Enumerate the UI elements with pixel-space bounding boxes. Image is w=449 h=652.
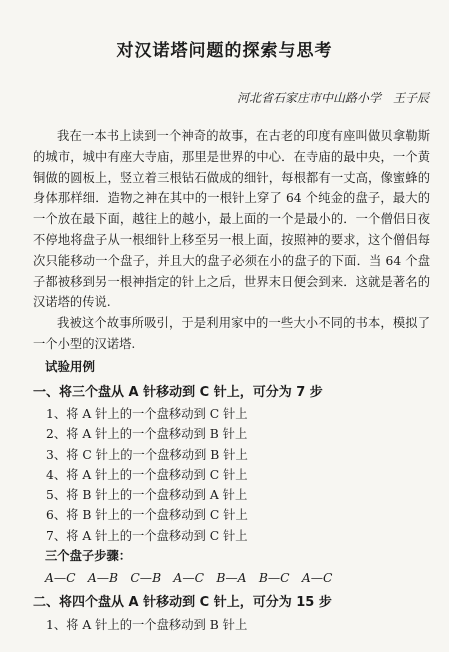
three-disk-step-list xyxy=(46,404,248,546)
trial-heading: 试验用例 xyxy=(45,359,96,374)
step-item: 1、将 A 针上的一个盘移动到 C 针上 xyxy=(46,407,248,421)
article-author: 河北省石家庄市中山路小学 王子辰 xyxy=(236,91,429,105)
section-three-disks: 一、将三个盘从 A 针移动到 C 针上，可分为 7 步 xyxy=(33,385,323,400)
three-disk-move-sequence: A—C A—B C—B A—C B—A B—C A—C xyxy=(45,571,333,585)
three-disk-steps-label: 三个盘子步骤： xyxy=(45,549,132,563)
step-item: 7、将 A 针上的一个盘移动到 C 针上 xyxy=(46,528,248,543)
step-item: 5、将 B 针上的一个盘移动到 A 针上 xyxy=(46,488,248,503)
step-item: 6、将 B 针上的一个盘移动到 C 针上 xyxy=(46,508,248,523)
step-item: 1、将 A 针上的一个盘移动到 B 针上 xyxy=(46,618,248,632)
story-paragraph: 我在一本书上读到一个神奇的故事，在古老的印度有座叫做贝拿勒斯的城市，城中有座大寺庙，那里是世界的中心．在寺庙的最中央，一个黄铜做的圆板上，竖立着三根钻石做成的细针，每根都有一丈高，像蜜蜂的身体那样细．造物之神在其中的一根针上穿了 64 个纯金的盘子，最大的一个放在最下面，越往上的越小，最上面的一个是最小的．一个僧侣日夜不停地将盘子从一根细针上移至另一根上面，按照神的要求，这个僧侣每次只能移动一个盘子，并且大的盘子必须在小的盘子的下面．当 64 个盘子都被移到另一根神指定的针上之后，世界末日便会到来．这就是著名的汉诺塔的传说. xyxy=(33,129,430,310)
step-item: 3、将 C 针上的一个盘移动到 B 针上 xyxy=(46,447,248,462)
section-four-disks: 二、将四个盘从 A 针移动到 C 针上，可分为 15 步 xyxy=(33,595,332,610)
article-title: 对汉诺塔问题的探索与思考 xyxy=(116,41,333,61)
step-item: 4、将 A 针上的一个盘移动到 C 针上 xyxy=(46,467,248,482)
step-item: 2、将 A 针上的一个盘移动到 B 针上 xyxy=(46,427,248,442)
motivation-paragraph: 我被这个故事所吸引，于是利用家中的一些大小不同的书本，模拟了一个小型的汉诺塔. xyxy=(33,316,430,351)
